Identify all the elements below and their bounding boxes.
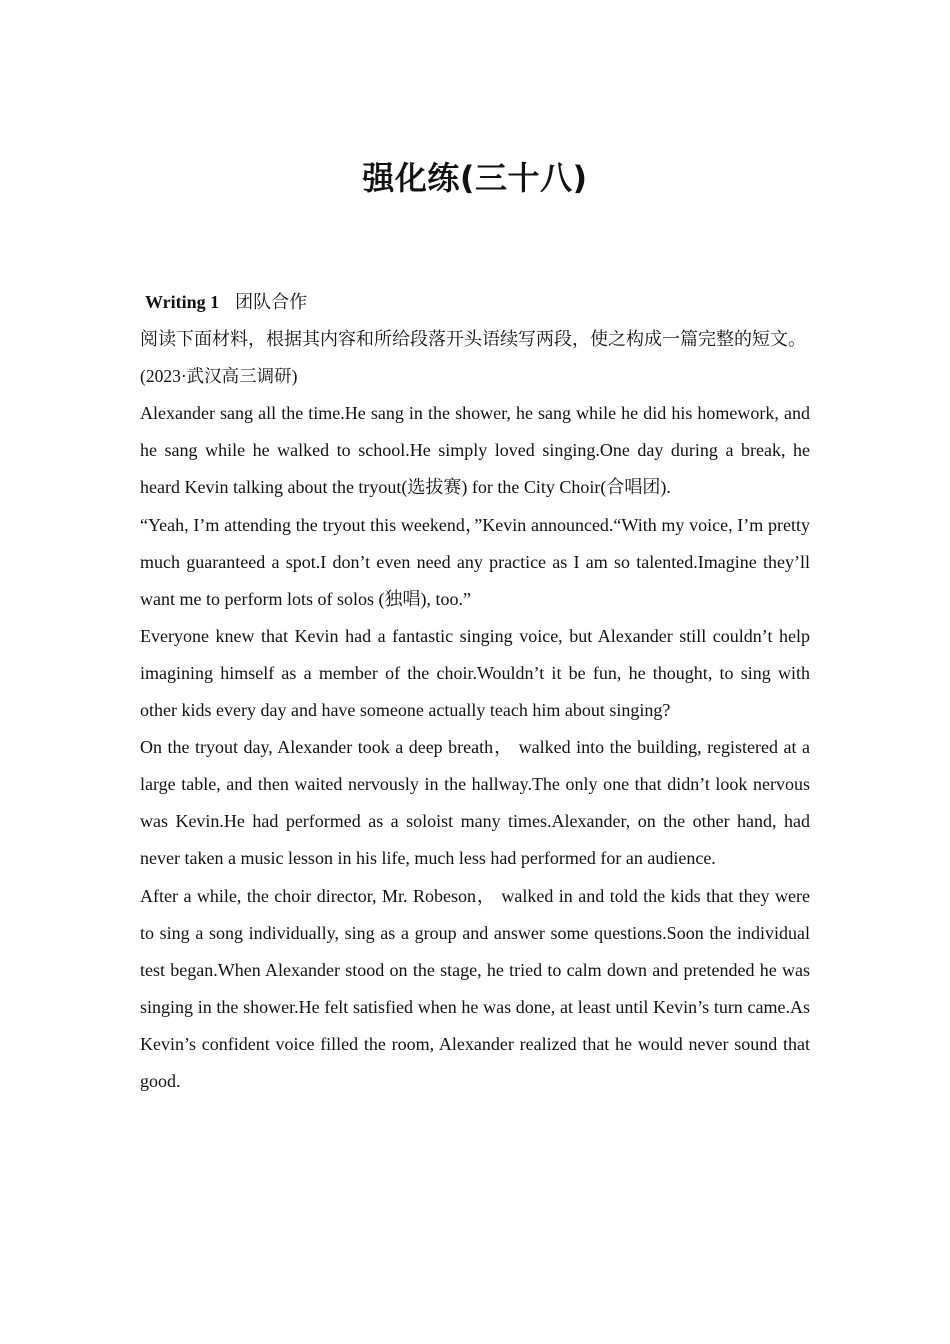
instruction-text: 阅读下面材料，根据其内容和所给段落开头语续写两段，使之构成一篇完整的短文。 (140, 329, 806, 351)
section-label: Writing 1 (145, 292, 220, 312)
story-paragraph: “Yeah, I’m attending the tryout this weekend，”Kevin announced.“With my voice, I’m pretty much guaranteed a spot.I don’t even need any practice as I am so talented.Imagine they’ll want me to perform lots of solos (独唱), too.” (140, 514, 810, 609)
section-heading (140, 284, 810, 321)
story-paragraph: Alexander sang all the time.He sang in the shower, he sang while he did his homework, and he sang while he walked to school.He simply loved singing.One day during a break, he heard Kevin talking about the tryout(选拔赛) for the City Choir(合唱团). (140, 403, 810, 498)
section-topic: 团队合作 (235, 292, 308, 313)
story-paragraph: On the tryout day, Alexander took a deep breath， walked into the building, registered at a large table, and then waited nervously in the hallway.The only one that didn’t look nervous was Kevin.He had performed as a soloist many times.Alexander, on the other hand, had never taken a music lesson in his life, much less had performed for an audience. (140, 737, 810, 869)
story-paragraph: Everyone knew that Kevin had a fantastic singing voice, but Alexander still couldn’t help imagining himself as a member of the choir.Wouldn’t it be fun, he thought, to sing with other kids every day and have someone actually teach him about singing? (140, 625, 810, 721)
document-body (140, 284, 810, 1100)
page-title: 强化练(三十八) (362, 159, 588, 197)
story-paragraph: After a while, the choir director, Mr. Robeson， walked in and told the kids that they were to sing a song individually, sing as a group and answer some questions.Soon the individual test began.When Alexander stood on the stage, he tried to calm down and pretended he was singing in the shower.He felt satisfied when he was done, at least until Kevin’s turn came.As Kevin’s confident voice filled the room, Alexander realized that he would never sound that good. (140, 885, 810, 1091)
source-citation: (2023·武汉高三调研) (140, 366, 298, 387)
